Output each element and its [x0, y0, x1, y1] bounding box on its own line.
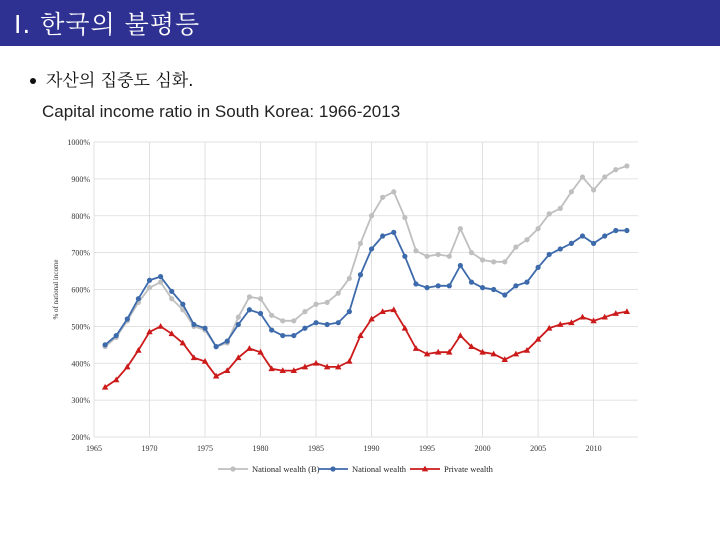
data-point — [480, 257, 485, 262]
data-point — [613, 228, 618, 233]
data-point — [591, 187, 596, 192]
data-point — [547, 252, 552, 257]
chart-series — [102, 163, 630, 389]
data-point — [458, 263, 463, 268]
data-point — [313, 302, 318, 307]
data-point — [579, 314, 585, 320]
legend-label: National wealth (B) — [252, 464, 320, 474]
data-point — [169, 289, 174, 294]
bullet-text: 자산의 집중도 심화. — [46, 71, 194, 91]
data-point — [269, 327, 274, 332]
data-point — [280, 318, 285, 323]
data-point — [469, 250, 474, 255]
data-point — [258, 296, 263, 301]
data-point — [558, 206, 563, 211]
data-point — [336, 320, 341, 325]
data-point — [513, 283, 518, 288]
data-point — [624, 163, 629, 168]
data-point — [358, 241, 363, 246]
x-tick-label: 1975 — [197, 444, 214, 453]
data-point — [535, 226, 540, 231]
data-point — [524, 237, 529, 242]
data-point — [230, 466, 235, 471]
y-axis-label: % of national income — [52, 259, 60, 320]
data-point — [491, 287, 496, 292]
chart-axes — [52, 138, 602, 453]
data-point — [247, 307, 252, 312]
data-point — [602, 233, 607, 238]
data-point — [180, 302, 185, 307]
data-point — [369, 246, 374, 251]
data-point — [302, 309, 307, 314]
x-tick-label: 1980 — [252, 444, 269, 453]
y-tick-label: 500% — [71, 322, 90, 332]
data-point — [502, 259, 507, 264]
data-point — [169, 296, 174, 301]
legend-label: Private wealth — [444, 464, 493, 474]
data-point — [247, 294, 252, 299]
data-point — [602, 174, 607, 179]
y-tick-label: 400% — [71, 359, 90, 369]
chart-title: Capital income ratio in South Korea: 1966-2013 — [42, 102, 401, 121]
data-point — [391, 189, 396, 194]
data-point — [457, 332, 463, 338]
data-point — [330, 466, 335, 471]
x-tick-label: 2000 — [474, 444, 491, 453]
chart-legend — [218, 464, 494, 474]
y-tick-label: 300% — [71, 396, 90, 406]
data-point — [246, 345, 252, 351]
legend-entry — [410, 464, 494, 474]
data-point — [158, 274, 163, 279]
y-tick-label: 700% — [71, 248, 90, 258]
y-tick-label: 1000% — [67, 138, 90, 147]
title-bar — [0, 0, 720, 46]
legend-entry — [218, 464, 320, 474]
capital-income-chart — [0, 125, 720, 485]
data-point — [535, 265, 540, 270]
data-point — [258, 311, 263, 316]
data-point — [569, 241, 574, 246]
data-point — [125, 316, 130, 321]
data-point — [157, 323, 163, 329]
data-point — [114, 333, 119, 338]
data-point — [236, 315, 241, 320]
data-point — [313, 320, 318, 325]
y-tick-label: 600% — [71, 285, 90, 295]
data-point — [325, 322, 330, 327]
data-point — [436, 283, 441, 288]
data-point — [624, 228, 629, 233]
x-tick-label: 2010 — [585, 444, 602, 453]
data-point — [325, 300, 330, 305]
data-point — [580, 174, 585, 179]
data-point — [236, 322, 241, 327]
data-point — [513, 244, 518, 249]
data-point — [136, 296, 141, 301]
data-point — [502, 292, 507, 297]
x-tick-label: 2005 — [530, 444, 547, 453]
data-point — [346, 358, 352, 364]
data-point — [147, 278, 152, 283]
data-point — [191, 322, 196, 327]
data-point — [291, 318, 296, 323]
y-tick-label: 900% — [71, 174, 90, 184]
data-point — [103, 342, 108, 347]
data-point — [202, 326, 207, 331]
series-line — [105, 310, 627, 387]
bullet-dot-icon — [30, 78, 36, 84]
x-tick-label: 1970 — [141, 444, 158, 453]
data-point — [336, 291, 341, 296]
data-point — [613, 167, 618, 172]
series-2 — [102, 306, 630, 389]
y-tick-label: 200% — [71, 433, 90, 442]
data-point — [269, 313, 274, 318]
data-point — [558, 246, 563, 251]
data-point — [569, 189, 574, 194]
x-tick-label: 1985 — [308, 444, 325, 453]
data-point — [380, 233, 385, 238]
data-point — [302, 326, 307, 331]
data-point — [358, 272, 363, 277]
data-point — [280, 333, 285, 338]
data-point — [413, 248, 418, 253]
y-tick-label: 800% — [71, 211, 90, 221]
data-point — [591, 241, 596, 246]
legend-entry — [318, 464, 407, 474]
data-point — [491, 259, 496, 264]
data-point — [447, 283, 452, 288]
data-point — [225, 339, 230, 344]
series-1 — [103, 228, 630, 349]
chart-grid — [94, 142, 638, 437]
data-point — [313, 360, 319, 366]
x-tick-label: 1990 — [363, 444, 380, 453]
data-point — [402, 254, 407, 259]
data-point — [469, 280, 474, 285]
data-point — [147, 285, 152, 290]
x-tick-label: 1995 — [419, 444, 436, 453]
data-point — [524, 280, 529, 285]
data-point — [436, 252, 441, 257]
x-tick-label: 1965 — [86, 444, 102, 453]
data-point — [380, 195, 385, 200]
data-point — [347, 309, 352, 314]
data-point — [447, 254, 452, 259]
data-point — [424, 285, 429, 290]
data-point — [214, 344, 219, 349]
bullet-item — [30, 66, 194, 91]
legend-label: National wealth — [352, 464, 407, 474]
data-point — [402, 215, 407, 220]
data-point — [291, 333, 296, 338]
data-point — [547, 211, 552, 216]
data-point — [458, 226, 463, 231]
data-point — [413, 281, 418, 286]
page-title: Ⅰ. 한국의 불평등 — [14, 10, 201, 39]
data-point — [480, 285, 485, 290]
data-point — [347, 276, 352, 281]
data-point — [580, 233, 585, 238]
data-point — [369, 213, 374, 218]
data-point — [424, 254, 429, 259]
data-point — [391, 230, 396, 235]
